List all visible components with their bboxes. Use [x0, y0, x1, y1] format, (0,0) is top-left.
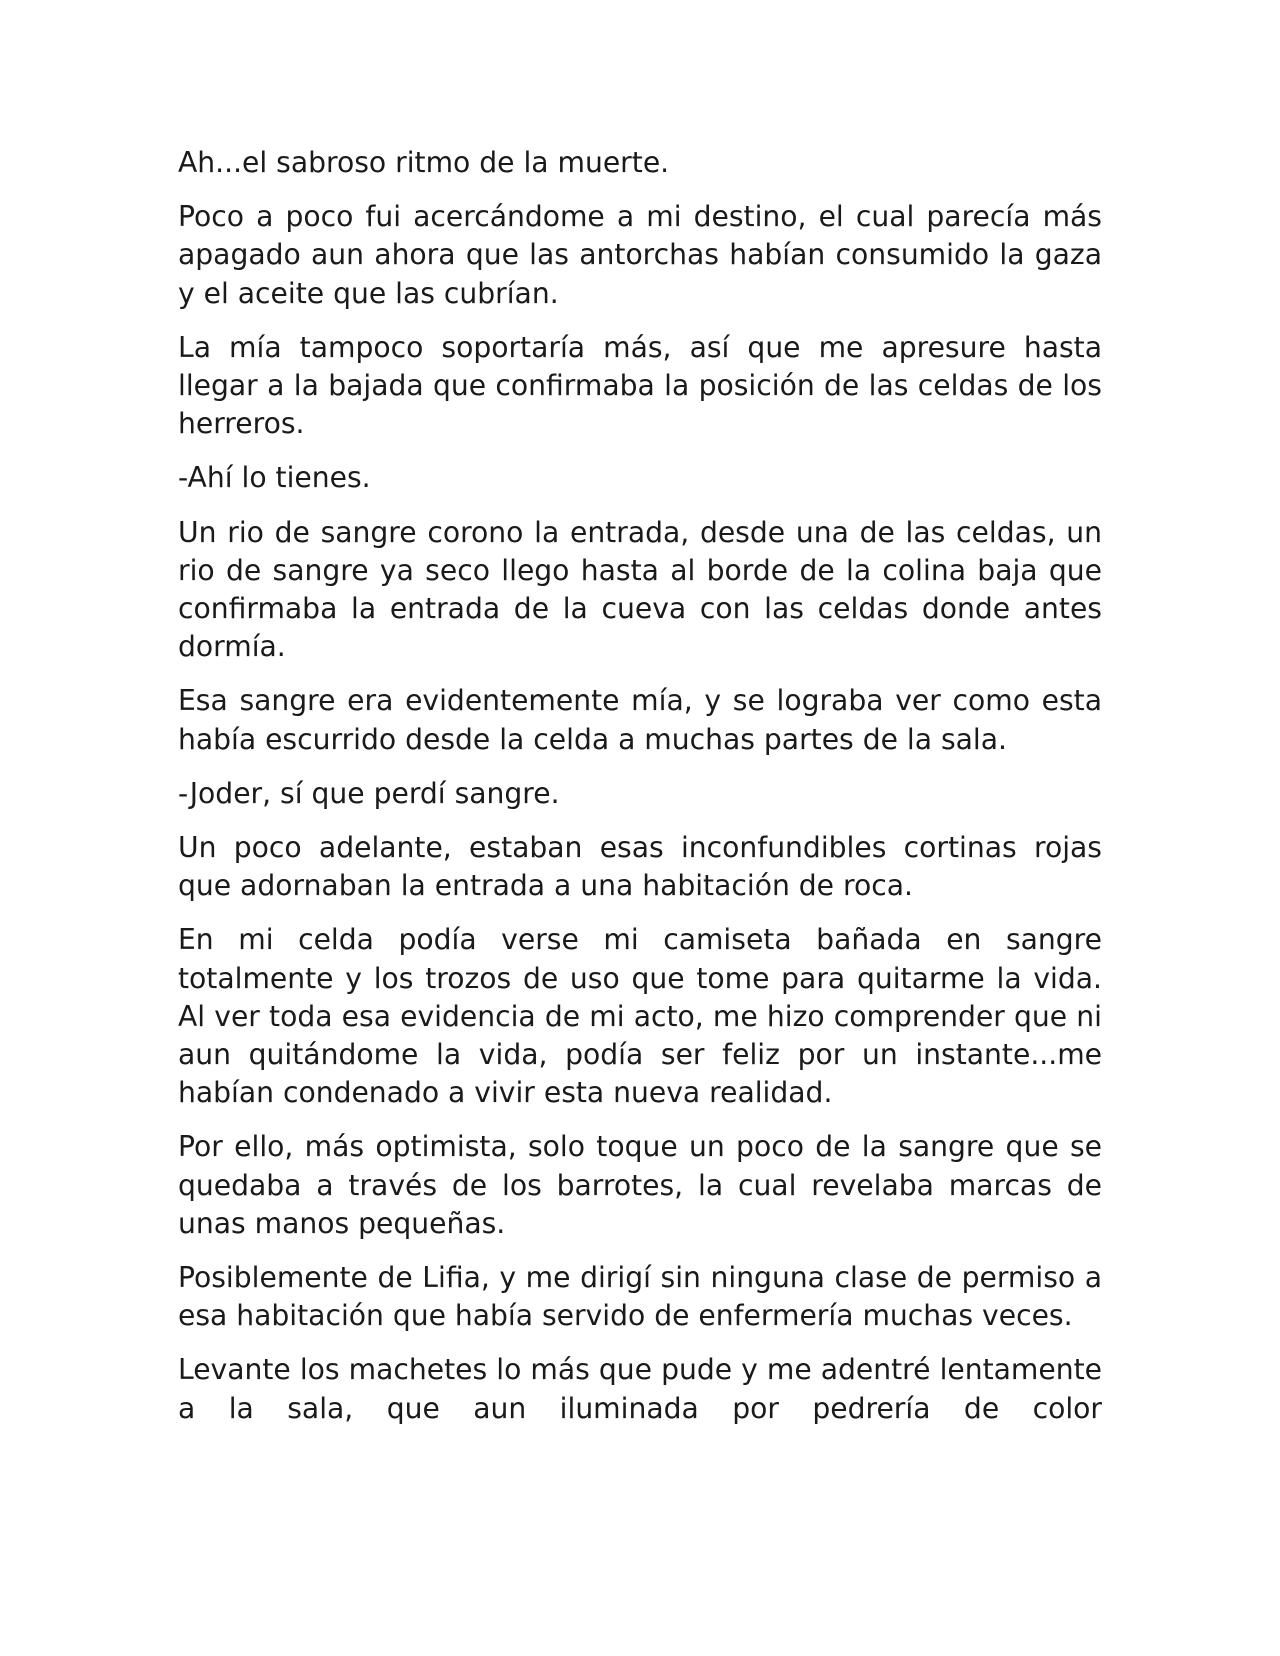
- paragraph: Un poco adelante, estaban esas inconfundibles cortinas rojas que adornaban la entrada a una habitación de roca.: [178, 831, 1102, 903]
- paragraph: Ah...el sabroso ritmo de la muerte.: [178, 146, 670, 179]
- paragraph: Poco a poco fui acercándome a mi destino, el cual parecía más apagado aun ahora que las antorchas habían consumido la gaza y el aceite que las cubrían.: [178, 200, 1102, 310]
- paragraph: La mía tampoco soportaría más, así que me apresure hasta llegar a la bajada que confirmaba la posición de las celdas de los herreros.: [178, 330, 1102, 441]
- paragraph: Esa sangre era evidentemente mía, y se lograba ver como esta había escurrido desde la celda a muchas partes de la sala.: [178, 684, 1102, 756]
- text-body: [178, 144, 1102, 1444]
- paragraph: Por ello, más optimista, solo toque un poco de la sangre que se quedaba a través de los barrotes, la cual revelaba marcas de unas manos pequeñas.: [178, 1130, 1102, 1240]
- paragraph: Posiblemente de Lifia, y me dirigí sin ninguna clase de permiso a esa habitación que había servido de enfermería muchas veces.: [178, 1261, 1102, 1333]
- paragraph: En mi celda podía verse mi camiseta bañada en sangre totalmente y los trozos de uso que tome para quitarme la vida. Al ver toda esa evidencia de mi acto, me hizo comprender que ni aun quitándome la vida, podía ser feliz por un instante...me habían condenado a vivir esta nueva realidad.: [178, 923, 1102, 1110]
- paragraph: Un rio de sangre corono la entrada, desde una de las celdas, un rio de sangre ya seco llego hasta al borde de la colina baja que confirmaba la entrada de la cueva con las celdas donde antes dormía.: [178, 515, 1102, 664]
- paragraph: -Ahí lo tienes.: [178, 461, 371, 495]
- paragraph: -Joder, sí que perdí sangre.: [178, 776, 560, 810]
- paragraph: Levante los machetes lo más que pude y me adentré lentamente a la sala, que aun iluminada por pedrería de color: [178, 1353, 1102, 1425]
